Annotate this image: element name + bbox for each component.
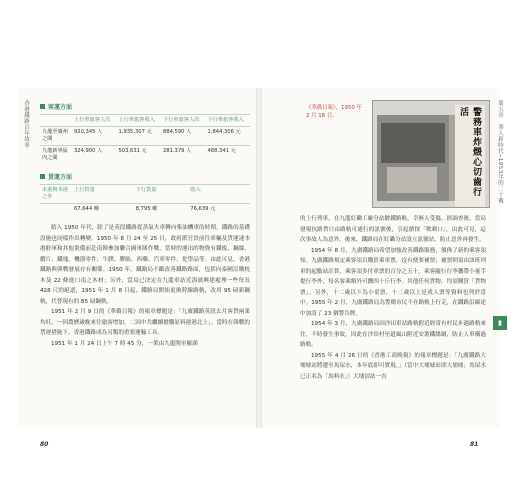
newspaper-clipping-photo: [372, 100, 490, 208]
table-header-row: 本港與本港之外 上行貨量 下行貨量 收入: [40, 185, 250, 204]
left-running-title: 香港鐵路百年故事: [23, 100, 29, 148]
paragraph: 1955 年 4 月 26 日的《香港工商晚報》的報章標題是：「九廣鐵路大埔墟站將遷至馬尿水，本年底即可實現。」（當中大埔墟站即大埔墟；馬尿水已正名為「馬料水」）大埔滘站一直: [300, 352, 486, 380]
section-square-icon: [40, 174, 45, 179]
freight-section-heading: 貨運方面: [40, 172, 250, 181]
left-page-content: [40, 100, 250, 349]
table-header-row: 上行車旅客人次 上行車旅客收入 下行車旅客人次 下行車旅客收入: [40, 115, 250, 127]
paragraph: 1951 年 1 月 24 日上午 7 時 45 分，一架由九龍開至羅湖: [51, 340, 198, 347]
paragraph: 1951 年 2 月 9 日的《華僑日報》的報章標題是：「九廣鐵路英段去月客貨兩業均旺，一因農曆歲晚來往旅客增加，二因中共繼續搶購原料運港北上」。當時在韓戰的禁運措施下，香港鐵路成為另類的重要運輸工具。: [40, 309, 250, 336]
right-body-text: [300, 214, 486, 382]
paragraph: 的上行列車，在九龍紅磡工廠分站駛鐵路軌，幸無人受傷。經調查後，當局發現抗路貨只由路軌可通行的訊號後，引起搶探「軟刺口」，由此可見，這次事故人為意外。後來，鐵路局在紅磡分站設立訊號站，防止意外再發生。: [300, 216, 486, 243]
section-square-icon: [40, 104, 45, 109]
page-number-left: 80: [40, 441, 49, 448]
freight-table: [40, 184, 250, 215]
table-row: 67,644 噸 8,795 噸 76,639 元: [40, 204, 250, 216]
photo-caption: 《華僑日報》，1950 年 2 月 16 日。: [306, 105, 362, 119]
passenger-table: [40, 114, 250, 164]
newspaper-headline: 警務車炸燬心切齒行活: [455, 105, 485, 207]
left-body-text: [40, 223, 250, 349]
right-running-title: 第五章 華人新時代─1953年的二十載: [497, 100, 503, 204]
paragraph: 1954 年 8 月，九廣鐵路局希望加強改善鐵路服務，頒佈了新的乘客須知。九廣鐵路規定乘客須以購買乘車票，沒有便要補票；補票則須由該班列車的起點站計算，乘客須多付車票的百分之五十。乘客隨行行李攜帶小量手提行李外，每名客乘額外可攜四十斤行李。其他任何貨物，均須購買「貨物票」。另外，十二歲以下為小童票，十二歲以上是成人票等資料也列於當中。1955 年 2 月，九廣鐵路局為警衛市民不在路軌上行走，在鐵路沿線途中加設了 23 個警告牌。: [300, 247, 486, 317]
passenger-section-heading: 客運方面: [40, 102, 250, 111]
table-row: 九龍至廣州之間 920,345 人 1,935,307 元 884,590 人 1,844,306 元: [40, 127, 250, 146]
paragraph: 踏入 1950 年代，除了是英段鐵路從蒸氣火車轉向柴油機車的時期，鐵路的基礎設施也同樣作出轉變。1950 年 8 月 24 至 25 日，政府派官員前往車輛及貨運速本港駐軍和其他裝備前赴南韓參加聯合國軍隊作戰，當時的運出的物資有鐵板、鋼絲、纜片、鐵塊、機器零件、牛膠、膠胎、西藥、汽車零件、化學品等。由此可見，香港鐵路與韓戰發展存有關係。1950 年，鐵路局不斷改善鐵路路面，包括向泰國訂購枕木及 22 條進口南之木材；另外，當局已決定在九龍車站近海濱興建處理一些每長 428 尺的絕道，1951 年 1 月 8 日起，鐵路局開始更換幹線路軌，改用 95 磅新鋼軌，代替現有的 85 磅鋼軌。: [40, 225, 250, 305]
table-row: 九龍新界區內之間 324,900 人 503,631 元 281,379 人 488,341 元: [40, 146, 250, 165]
page-number-right: 81: [470, 441, 479, 448]
chapter-tab-marker: [493, 316, 507, 330]
photo-shade: [381, 123, 445, 163]
paragraph: 1954 年 3 月，九廣鐵路局因沙田車站路軌附近經常有村民步過路軌來往，不時發生事故，因此在沙田村至道風山附近安裝鐵絲網，防止人車橫過路軌。: [300, 321, 486, 348]
train-icon: ▮: [498, 319, 502, 327]
photo-shade: [387, 167, 437, 193]
